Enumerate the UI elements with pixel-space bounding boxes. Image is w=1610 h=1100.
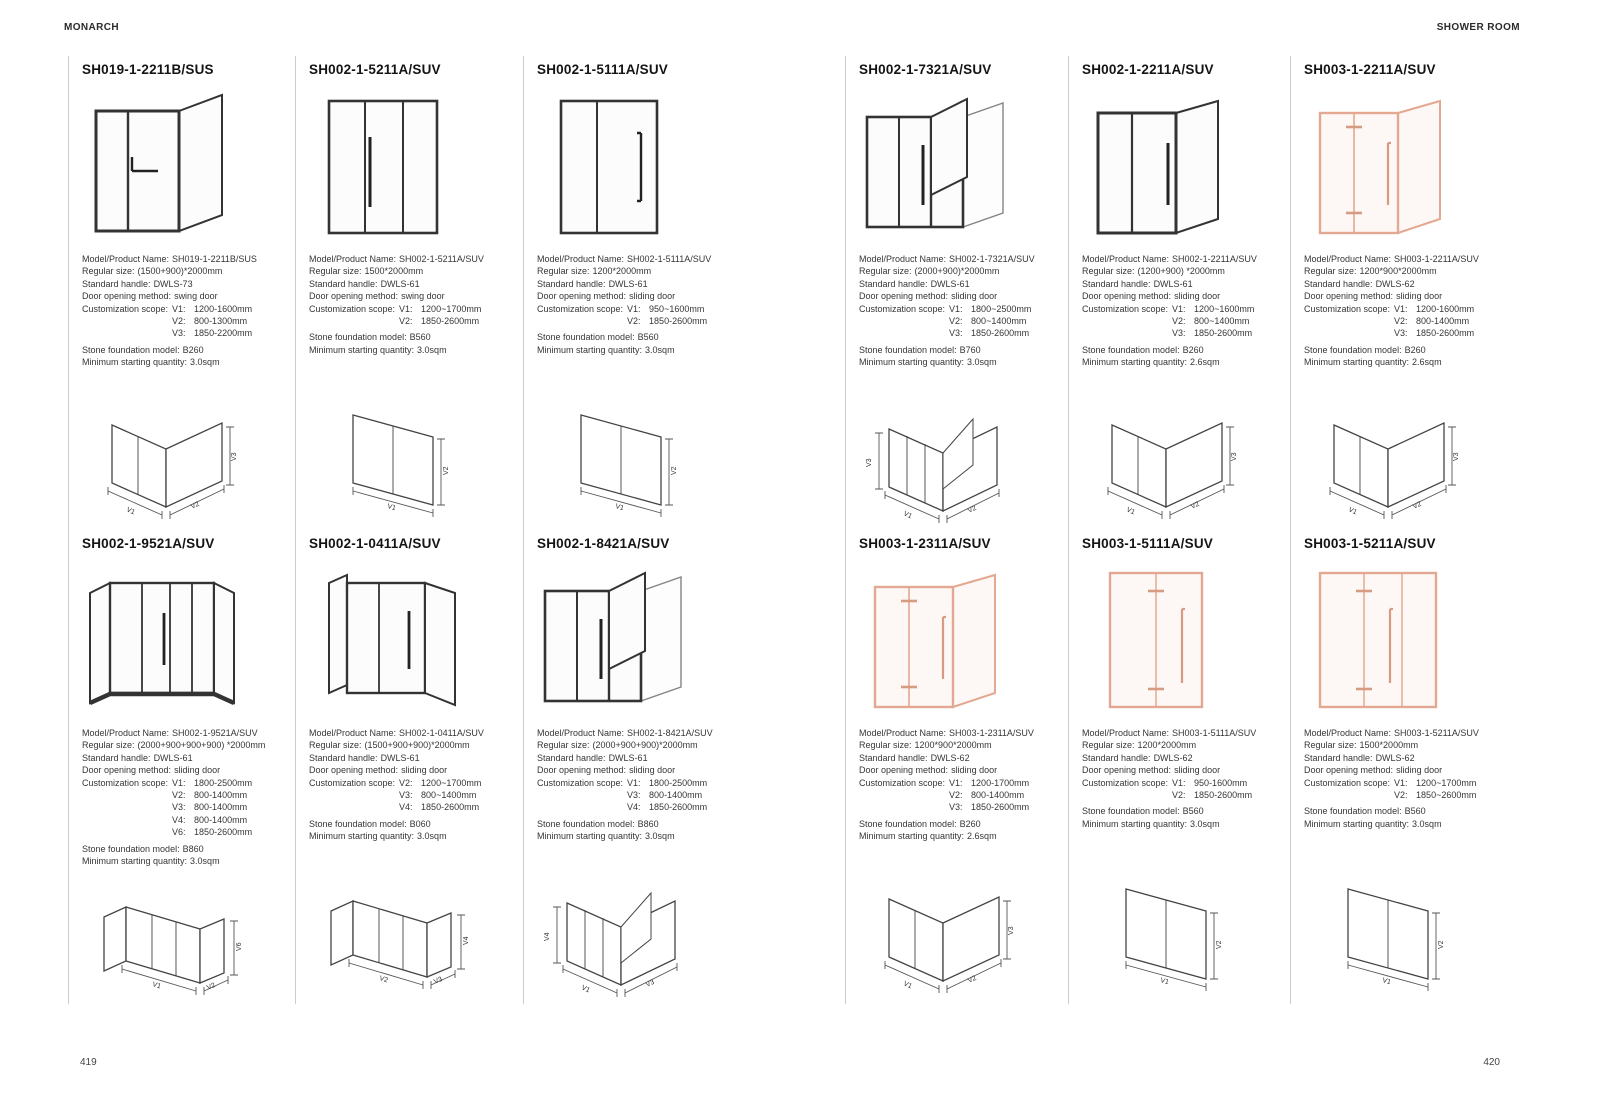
svg-text:V4: V4 [463, 936, 470, 945]
product-title: SH002-1-8421A/SUV [537, 536, 670, 551]
product-line-drawing-icon [859, 87, 1071, 239]
customization-line: V1: 950-1600mm [1172, 777, 1248, 788]
spec-model: Model/Product Name: SH003-1-5111A/SUV [1082, 728, 1257, 738]
customization-line: V2: 800-1400mm [949, 790, 1025, 801]
product-line-drawing-icon [859, 561, 1071, 713]
svg-text:V3: V3 [1231, 452, 1238, 461]
spec-customization-scope: Customization scope: V1: 1200~1700mm V2: 1850-2600mm [309, 303, 482, 327]
spec-stone-foundation: Stone foundation model: B560 [537, 332, 659, 343]
customization-values [1394, 777, 1476, 802]
section-title: SHOWER ROOM [1436, 22, 1520, 33]
spec-model: Model/Product Name: SH003-1-2211A/SUV [1304, 254, 1479, 264]
svg-text:V1: V1 [125, 506, 136, 517]
spec-stone-foundation: Stone foundation model: B760 [859, 344, 981, 355]
svg-text:V2: V2 [1216, 940, 1223, 949]
spec-customization-scope: Customization scope: V1: 1800-2500mm V2: 800-1400mm V3: 800-1400mm V4: 800-1400mm V6: 1850-2600mm [82, 777, 253, 838]
spec-customization-scope: Customization scope: V1: 1800~2500mm V2: 800~1400mm V3: 1850-2600mm [859, 303, 1032, 339]
customization-line: V1: 1200~1700mm [1394, 777, 1477, 788]
product-line-drawing-icon [82, 561, 294, 713]
product-card [845, 530, 1068, 1004]
spec-stone-foundation: Stone foundation model: B560 [1082, 806, 1204, 817]
spec-model: Model/Product Name: SH002-1-5111A/SUV [537, 254, 712, 264]
customization-line: V2: 1850-2600mm [399, 316, 480, 327]
product-specs [309, 727, 521, 861]
product-line-drawing-icon [1304, 561, 1516, 713]
customization-line: V3: 1850-2600mm [1172, 328, 1253, 339]
isometric-diagram-icon [82, 389, 294, 525]
customization-line: V3: 1850-2600mm [949, 802, 1030, 813]
customization-line: V1: 1800-2500mm [172, 777, 253, 788]
svg-text:V2: V2 [205, 982, 217, 993]
customization-line: V1: 1200~1700mm [399, 303, 482, 314]
customization-line: V4: 800-1400mm [172, 814, 248, 825]
product-title: SH003-1-5211A/SUV [1304, 536, 1436, 551]
isometric-diagram-icon [859, 389, 1071, 525]
product-line-drawing-icon [1082, 87, 1294, 239]
customization-line: V2: 800-1300mm [172, 316, 248, 327]
spec-min-quantity: Minimum starting quantity: 3.0sqm [82, 856, 220, 867]
product-specs [859, 727, 1071, 861]
customization-values [1172, 777, 1252, 802]
product-specs [859, 253, 1071, 387]
spec-customization-scope: Customization scope: V1: 950-1600mm V2: 1850-2600mm [1082, 777, 1253, 801]
spec-customization-scope: Customization scope: V1: 1200-1700mm V2: 800-1400mm V3: 1850-2600mm [859, 777, 1030, 813]
spec-min-quantity: Minimum starting quantity: 3.0sqm [309, 831, 447, 842]
svg-text:V1: V1 [614, 503, 625, 513]
customization-line: V1: 1200~1600mm [1172, 303, 1255, 314]
svg-text:V3: V3 [866, 458, 873, 467]
svg-text:V2: V2 [966, 974, 978, 985]
svg-text:V1: V1 [386, 503, 397, 513]
spec-regular-size: Regular size: 1200*900*2000mm [859, 740, 992, 751]
product-line-drawing-icon [537, 561, 749, 713]
spec-min-quantity: Minimum starting quantity: 3.0sqm [859, 357, 997, 368]
customization-values [399, 777, 481, 814]
spec-door-opening: Door opening method: sliding door [309, 765, 448, 776]
spec-model: Model/Product Name: SH002-1-5211A/SUV [309, 254, 484, 264]
spec-standard-handle: Standard handle: DWLS-62 [1304, 278, 1415, 289]
spec-standard-handle: Standard handle: DWLS-62 [1082, 752, 1193, 763]
product-specs [1304, 727, 1516, 861]
spec-min-quantity: Minimum starting quantity: 3.0sqm [1082, 818, 1220, 829]
product-card [68, 56, 295, 530]
spec-standard-handle: Standard handle: DWLS-61 [537, 752, 648, 763]
customization-values [172, 777, 252, 839]
svg-text:V1: V1 [1159, 977, 1170, 987]
customization-line: V1: 1800~2500mm [949, 303, 1032, 314]
spec-min-quantity: Minimum starting quantity: 3.0sqm [309, 344, 447, 355]
spec-regular-size: Regular size: 1200*900*2000mm [1304, 266, 1437, 277]
spec-stone-foundation: Stone foundation model: B860 [537, 818, 659, 829]
isometric-diagram-icon [537, 863, 749, 999]
product-specs [82, 253, 294, 387]
isometric-diagram-icon [309, 863, 521, 999]
page-number-right: 420 [1483, 1057, 1500, 1068]
spec-door-opening: Door opening method: sliding door [859, 765, 998, 776]
isometric-diagram-icon [82, 869, 294, 1005]
spec-standard-handle: Standard handle: DWLS-61 [537, 278, 648, 289]
product-title: SH002-1-7321A/SUV [859, 62, 992, 77]
isometric-diagram-icon [859, 863, 1071, 999]
spec-stone-foundation: Stone foundation model: B260 [1304, 344, 1426, 355]
spec-door-opening: Door opening method: sliding door [1082, 291, 1221, 302]
svg-text:V2: V2 [671, 466, 678, 475]
spec-door-opening: Door opening method: sliding door [1304, 765, 1443, 776]
product-specs [537, 253, 749, 387]
customization-line: V3: 800~1400mm [399, 790, 477, 801]
product-line-drawing-icon [309, 561, 521, 713]
spec-regular-size: Regular size: 1500*2000mm [1304, 740, 1419, 751]
product-card [1068, 56, 1290, 530]
customization-line: V1: 1800-2500mm [627, 777, 708, 788]
customization-values [627, 303, 707, 328]
product-specs [309, 253, 521, 387]
product-line-drawing-icon [537, 87, 749, 239]
spec-customization-scope: Customization scope: V1: 950~1600mm V2: 1850-2600mm [537, 303, 708, 327]
product-line-drawing-icon [1304, 87, 1516, 239]
svg-text:V1: V1 [1347, 506, 1358, 517]
customization-line: V4: 1850-2600mm [399, 802, 480, 813]
spec-model: Model/Product Name: SH002-1-2211A/SUV [1082, 254, 1257, 264]
spec-customization-scope: Customization scope: V1: 1200-1600mm V2: 800-1300mm V3: 1850-2200mm [82, 303, 253, 339]
brand-name: MONARCH [64, 22, 120, 33]
spec-stone-foundation: Stone foundation model: B860 [82, 843, 204, 854]
svg-text:V2: V2 [966, 504, 978, 515]
product-title: SH002-1-5211A/SUV [309, 62, 441, 77]
spec-standard-handle: Standard handle: DWLS-61 [1082, 278, 1193, 289]
product-line-drawing-icon [82, 87, 294, 239]
product-card [1290, 56, 1520, 530]
spec-customization-scope: Customization scope: V1: 1200-1600mm V2: 800-1400mm V3: 1850-2600mm [1304, 303, 1475, 339]
customization-line: V3: 800-1400mm [172, 802, 248, 813]
product-specs [1304, 253, 1516, 387]
customization-line: V1: 1200-1600mm [1394, 303, 1475, 314]
svg-text:V6: V6 [236, 942, 243, 952]
svg-text:V1: V1 [902, 510, 913, 521]
svg-text:V3: V3 [644, 978, 656, 989]
product-title: SH002-1-2211A/SUV [1082, 62, 1214, 77]
isometric-diagram-icon [1304, 863, 1516, 999]
svg-text:V2: V2 [443, 466, 450, 475]
product-card [68, 530, 295, 1004]
customization-values [627, 777, 707, 814]
spec-door-opening: Door opening method: sliding door [1082, 765, 1221, 776]
isometric-diagram-icon [1304, 389, 1516, 525]
spec-stone-foundation: Stone foundation model: B260 [859, 818, 981, 829]
svg-text:V1: V1 [1125, 506, 1136, 517]
spec-standard-handle: Standard handle: DWLS-62 [859, 752, 970, 763]
product-title: SH002-1-0411A/SUV [309, 536, 441, 551]
customization-values [172, 303, 252, 340]
spec-min-quantity: Minimum starting quantity: 2.6sqm [1082, 357, 1220, 368]
product-title: SH002-1-5111A/SUV [537, 62, 668, 77]
product-line-drawing-icon [309, 87, 521, 239]
customization-line: V3: 1850-2600mm [1394, 328, 1475, 339]
spec-stone-foundation: Stone foundation model: B560 [1304, 806, 1426, 817]
svg-text:V2: V2 [1189, 500, 1201, 511]
product-specs [82, 727, 294, 867]
spec-stone-foundation: Stone foundation model: B260 [1082, 344, 1204, 355]
spec-model: Model/Product Name: SH003-1-5211A/SUV [1304, 728, 1479, 738]
product-specs [537, 727, 749, 861]
spec-model: Model/Product Name: SH002-1-9521A/SUV [82, 728, 258, 738]
spec-min-quantity: Minimum starting quantity: 2.6sqm [1304, 357, 1442, 368]
spec-model: Model/Product Name: SH002-1-8421A/SUV [537, 728, 713, 738]
product-title: SH019-1-2211B/SUS [82, 62, 214, 77]
spec-customization-scope: Customization scope: V1: 1200~1600mm V2: 800~1400mm V3: 1850-2600mm [1082, 303, 1255, 339]
customization-line: V4: 1850-2600mm [627, 802, 708, 813]
product-specs [1082, 727, 1294, 861]
svg-text:V3: V3 [231, 452, 238, 461]
product-title: SH002-1-9521A/SUV [82, 536, 215, 551]
customization-line: V2: 1850-2600mm [627, 316, 708, 327]
spec-stone-foundation: Stone foundation model: B260 [82, 344, 204, 355]
spec-model: Model/Product Name: SH019-1-2211B/SUS [82, 254, 257, 264]
product-title: SH003-1-2311A/SUV [859, 536, 991, 551]
customization-line: V3: 1850-2200mm [172, 328, 253, 339]
svg-text:V2: V2 [378, 975, 389, 985]
isometric-diagram-icon [309, 389, 521, 525]
spec-regular-size: Regular size: (2000+900+900)*2000mm [537, 740, 698, 751]
product-card [295, 56, 523, 530]
svg-text:V2: V2 [1411, 500, 1423, 511]
product-card [523, 56, 845, 530]
product-line-drawing-icon [1082, 561, 1294, 713]
spec-door-opening: Door opening method: sliding door [82, 765, 221, 776]
customization-line: V2: 800~1400mm [949, 316, 1027, 327]
product-card [1290, 530, 1520, 1004]
spec-standard-handle: Standard handle: DWLS-61 [309, 752, 420, 763]
svg-text:V1: V1 [151, 981, 162, 991]
product-card [523, 530, 845, 1004]
spec-standard-handle: Standard handle: DWLS-61 [309, 278, 420, 289]
spec-min-quantity: Minimum starting quantity: 2.6sqm [859, 831, 997, 842]
customization-line: V2: 1850-2600mm [1172, 790, 1253, 801]
svg-text:V2: V2 [1438, 940, 1445, 949]
isometric-diagram-icon [1082, 863, 1294, 999]
spec-standard-handle: Standard handle: DWLS-62 [1304, 752, 1415, 763]
spec-door-opening: Door opening method: sliding door [537, 765, 676, 776]
customization-values [1172, 303, 1254, 340]
product-title: SH003-1-2211A/SUV [1304, 62, 1436, 77]
customization-line: V2: 800~1400mm [1172, 316, 1250, 327]
isometric-diagram-icon [537, 389, 749, 525]
spec-regular-size: Regular size: (1500+900+900)*2000mm [309, 740, 470, 751]
spec-standard-handle: Standard handle: DWLS-73 [82, 278, 193, 289]
svg-text:V3: V3 [432, 975, 444, 986]
spec-regular-size: Regular size: (1500+900)*2000mm [82, 266, 223, 277]
customization-values [399, 303, 481, 328]
isometric-diagram-icon [1082, 389, 1294, 525]
page-number-left: 419 [80, 1057, 97, 1068]
spec-standard-handle: Standard handle: DWLS-61 [859, 278, 970, 289]
svg-text:V1: V1 [902, 980, 913, 991]
spec-model: Model/Product Name: SH003-1-2311A/SUV [859, 728, 1034, 738]
spec-min-quantity: Minimum starting quantity: 3.0sqm [82, 357, 220, 368]
customization-values [949, 777, 1029, 814]
spec-door-opening: Door opening method: swing door [82, 291, 218, 302]
customization-values [1394, 303, 1474, 340]
customization-line: V2: 1200~1700mm [399, 777, 482, 788]
spec-customization-scope: Customization scope: V1: 1800-2500mm V3: 800-1400mm V4: 1850-2600mm [537, 777, 708, 813]
spec-door-opening: Door opening method: swing door [309, 291, 445, 302]
spec-door-opening: Door opening method: sliding door [537, 291, 676, 302]
product-card [1068, 530, 1290, 1004]
spec-customization-scope: Customization scope: V2: 1200~1700mm V3: 800~1400mm V4: 1850-2600mm [309, 777, 482, 813]
product-specs [1082, 253, 1294, 387]
spec-customization-scope: Customization scope: V1: 1200~1700mm V2: 1850~2600mm [1304, 777, 1477, 801]
product-title: SH003-1-5111A/SUV [1082, 536, 1213, 551]
customization-line: V6: 1850-2600mm [172, 827, 253, 838]
spec-regular-size: Regular size: 1200*2000mm [537, 266, 652, 277]
spec-model: Model/Product Name: SH002-1-7321A/SUV [859, 254, 1035, 264]
customization-line: V2: 1850~2600mm [1394, 790, 1477, 801]
customization-line: V1: 950~1600mm [627, 303, 705, 314]
svg-text:V4: V4 [544, 932, 551, 941]
spec-regular-size: Regular size: (2000+900+900+900) *2000mm [82, 740, 266, 751]
spec-standard-handle: Standard handle: DWLS-61 [82, 752, 193, 763]
svg-text:V1: V1 [580, 984, 591, 995]
svg-text:V3: V3 [1453, 452, 1460, 461]
customization-line: V3: 800-1400mm [627, 790, 703, 801]
spec-min-quantity: Minimum starting quantity: 3.0sqm [1304, 818, 1442, 829]
catalog-grid [68, 56, 1520, 1004]
svg-text:V1: V1 [1381, 977, 1392, 987]
spec-regular-size: Regular size: (1200+900) *2000mm [1082, 266, 1225, 277]
svg-text:V3: V3 [1008, 926, 1015, 935]
spec-model: Model/Product Name: SH002-1-0411A/SUV [309, 728, 484, 738]
customization-line: V3: 1850-2600mm [949, 328, 1030, 339]
customization-line: V1: 1200-1600mm [172, 303, 253, 314]
spec-min-quantity: Minimum starting quantity: 3.0sqm [537, 831, 675, 842]
spec-stone-foundation: Stone foundation model: B560 [309, 332, 431, 343]
product-card [845, 56, 1068, 530]
customization-line: V2: 800-1400mm [1394, 316, 1470, 327]
customization-line: V2: 800-1400mm [172, 790, 248, 801]
spec-regular-size: Regular size: 1200*2000mm [1082, 740, 1197, 751]
spec-min-quantity: Minimum starting quantity: 3.0sqm [537, 344, 675, 355]
customization-line: V1: 1200-1700mm [949, 777, 1030, 788]
spec-regular-size: Regular size: (2000+900)*2000mm [859, 266, 1000, 277]
svg-text:V2: V2 [189, 500, 201, 511]
product-card [295, 530, 523, 1004]
spec-regular-size: Regular size: 1500*2000mm [309, 266, 424, 277]
customization-values [949, 303, 1031, 340]
spec-door-opening: Door opening method: sliding door [859, 291, 998, 302]
spec-stone-foundation: Stone foundation model: B060 [309, 818, 431, 829]
spec-door-opening: Door opening method: sliding door [1304, 291, 1443, 302]
